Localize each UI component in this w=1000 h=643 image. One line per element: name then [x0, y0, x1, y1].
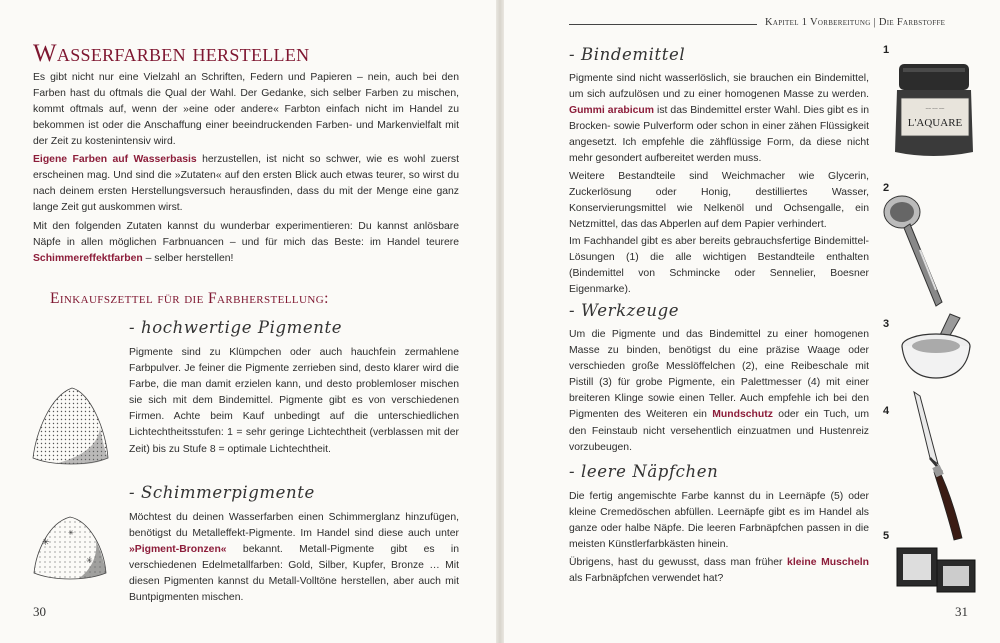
highlight-text: Gummi arabicum — [569, 105, 655, 117]
svg-text:✳: ✳ — [42, 537, 50, 547]
paragraph-text: Es gibt nicht nur eine Vielzahl an Schriften, Federn und Papieren – nein, auch bei den Farben hast du oftmals die Qual der Wahl. Der Gedanke, sich selber Farben zu mischen, kommt oftmals auf, wenn der »eine oder andere« Farbton einfach nicht im Handel zu bekommen ist oder die Anschaffung einer beeindruckenden Farben- und Markenvielfalt mit der Zeit zu kostenintensiv wird. — [33, 72, 459, 148]
binder-paragraph-1 — [569, 71, 869, 168]
paragraph-text: Möchtest du deinen Wasserfarben einen Schimmerglanz hinzufügen, benötigst du Metalleffekt-Pigmente. Im Handel sind diese auch unter — [129, 512, 459, 540]
shimmer-pigments-paragraph — [129, 510, 459, 607]
section-title-shimmer-pigments: - Schimmerpigmente — [129, 483, 315, 502]
shimmer-pile-illustration — [28, 505, 112, 585]
figure-number-2: 2 — [883, 182, 890, 194]
highlight-text: »Pigment-Bronzen« — [129, 544, 227, 556]
binder-jar-illustration — [893, 60, 977, 160]
paragraph-text: Die fertig angemischte Farbe kannst du in Leernäpfe (5) oder kleine Cremedöschen abfüllen. Leernäpfe gibt es im Handel als ganze oder halbe Näpfe. Die leeren Farbnäpfchen passen in die meisten Künstlerfarbkästen hinein. — [569, 491, 869, 551]
svg-text:✳: ✳ — [86, 556, 93, 565]
paragraph-text: herzustellen, ist nicht so schwer, wie es wohl zuerst erscheinen mag. Und sind die »Zutaten« auf den ersten Blick auch etwas teurer, so wirst du nach deinem ersten Herstellungsversuch herausfinden, dass du mit der Menge eine ganz lange Zeit gut auskommen wirst. — [33, 154, 459, 214]
section-title-empty-pans: - leere Näpfchen — [569, 462, 719, 481]
paragraph-text: Pigmente sind zu Klümpchen oder auch hauchfein zermahlene Farbpulver. Je feiner die Pigmente zerrieben sind, desto klarer wird die Farbe, die man damit erzielen kann, und desto problemloser mischen sie sich mit dem Bindemittel. Pigmente gibt es von verschiedenen Firmen. Achte beim Kauf unbedingt auf die unterschiedlichen Lichtechtheitsstufen: 1 = sehr geringe Lichtechtheit (verblassen mit der Zeit) bis zu Stufe 8 = optimale Lichtechtheit. — [129, 347, 459, 455]
intro-paragraph-2 — [33, 152, 459, 216]
svg-text:✳: ✳ — [68, 530, 74, 537]
highlight-text: Mundschutz — [712, 409, 773, 421]
page-number-right: 31 — [955, 604, 968, 619]
section-title-tools: - Werkzeuge — [569, 301, 680, 320]
paragraph-text: ist das Bindemittel erster Wahl. Dies gibt es in Brocken- sowie Pulverform oder schon in einer zähen Flüssigkeit angesetzt. Ich empfehle die zähflüssige Form, da diese nicht mehr gesondert aufbereitet werden muss. — [569, 105, 869, 165]
paragraph-text: Pigmente sind nicht wasserlöslich, sie brauchen ein Bindemittel, um sich aufzulösen und zu einer homogenen Masse zu werden. — [569, 73, 869, 101]
figure-number-3: 3 — [883, 318, 890, 330]
intro-paragraph-1 — [33, 70, 459, 150]
paragraph-text: als Farbnäpfchen verwendet hat? — [569, 573, 724, 585]
empty-pans-paragraph-2 — [569, 555, 869, 587]
paragraph-text: Im Fachhandel gibt es aber bereits gebrauchsfertige Bindemittel-Lösungen (1) die alle wichtigen Bestandteile enthalten (Bindemittel von Schmincke oder Sennelier, Boesner Eigenmarke). — [569, 236, 869, 296]
shopping-list-heading: Einkaufszettel für die Farbherstellung: — [50, 290, 329, 307]
highlight-text: kleine Muscheln — [787, 557, 870, 568]
running-head-rule — [569, 24, 757, 25]
binder-paragraph-2 — [569, 169, 869, 233]
mortar-pestle-illustration — [898, 312, 976, 384]
paragraph-text: – selber herstellen! — [142, 253, 234, 265]
paragraph-text: Mit den folgenden Zutaten kannst du wunderbar experimentieren: Du kannst anlösbare Näpfe in allen möglichen Farbnuancen – und für mich das Beste: im Handel teurere — [33, 221, 459, 249]
jar-small-text: ~~ ~~ ~~ — [925, 107, 945, 112]
binder-paragraph-3 — [569, 234, 869, 298]
paragraph-text: Übrigens, hast du gewusst, dass man früher — [569, 557, 788, 568]
section-title-pigments: - hochwertige Pigmente — [129, 318, 343, 337]
intro-paragraph-3 — [33, 219, 459, 267]
paragraph-text: bekannt. Metall-Pigmente gibt es in verschiedenen Edelmetallfarben: Gold, Silber, Kupfer, Bronze … Mit diesen Pigmenten kannst du Metall-Volltöne herstellen, aber auch mit Buntpigmenten mischen. — [129, 544, 459, 604]
empty-pans-paragraph-1 — [569, 489, 869, 553]
pigments-paragraph — [129, 345, 459, 458]
paragraph-text: Weitere Bestandteile sind Weichmacher wie Glycerin, Zuckerlösung oder Honig, destilliertes Wasser, Konservierungsmittel wie Nelkenöl und Ochsengalle, ein Netzmittel, das das Abperlen auf dem Papier verhindert. — [569, 171, 869, 231]
paragraph-text: oder ein Tuch, um den Feinstaub nicht versehentlich einzuatmen und Hustenreiz vorzubeugen. — [569, 409, 869, 453]
tools-paragraph — [569, 327, 869, 456]
figure-number-5: 5 — [883, 530, 890, 542]
figure-number-1: 1 — [883, 44, 890, 56]
highlight-text: Eigene Farben auf Wasserbasis — [33, 154, 197, 165]
section-title-binder: - Bindemittel — [569, 45, 686, 64]
empty-pans-illustration — [893, 540, 979, 596]
jar-label-text: L'AQUARE — [907, 117, 963, 129]
page-number-left: 30 — [33, 604, 46, 619]
pigment-pile-illustration — [28, 378, 112, 470]
measuring-spoon-illustration — [880, 190, 950, 310]
highlight-text: Schimmereffektfarben — [33, 253, 143, 265]
page-title: Wasserfarben herstellen — [33, 40, 310, 67]
paragraph-text: Um die Pigmente und das Bindemittel zu einer homogenen Masse zu binden, benötigst du eine präzise Waage oder verschieden große Messlöffelchen (2), eine Reibeschale mit Pistill (3) für grobe Pigmente, ein Palettmesser (4) mit einer breiteren Klinge sowie einen Teller. Auch empfehle ich bei den Pigmenten des Weiteren ein — [569, 329, 869, 421]
figure-number-4: 4 — [883, 405, 890, 417]
palette-knife-illustration — [908, 388, 968, 543]
book-gutter — [496, 0, 504, 643]
running-head: Kapitel 1 Vorbereitung | Die Farbstoffe — [765, 17, 946, 28]
